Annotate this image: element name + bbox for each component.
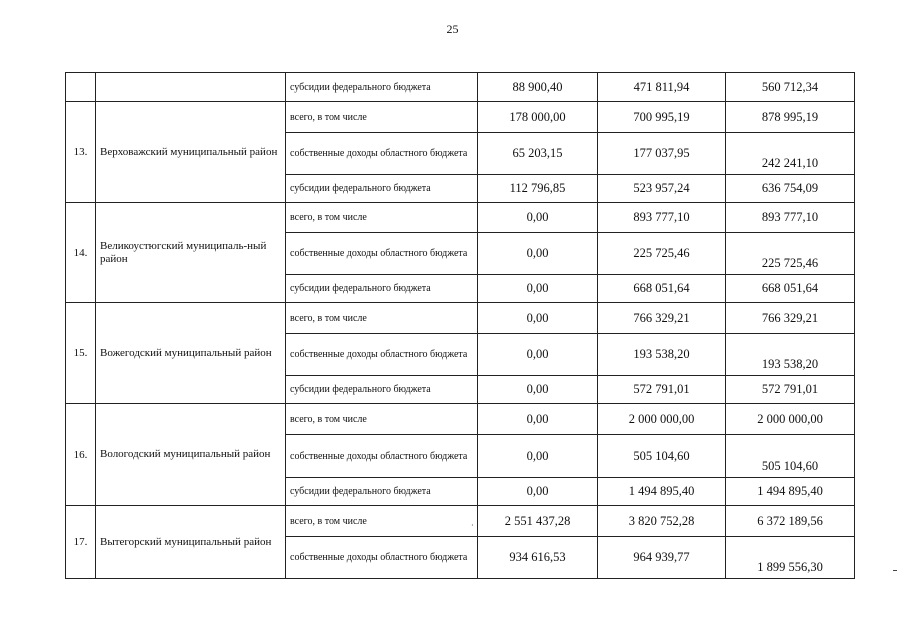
value-cell: 0,00	[478, 404, 598, 435]
value-cell: 766 329,21	[726, 303, 855, 334]
value-cell: 178 000,00	[478, 102, 598, 133]
district-cell: Верховажский муниципальный район	[96, 102, 286, 203]
value-cell: 2 000 000,00	[726, 404, 855, 435]
value-cell: 88 900,40	[478, 73, 598, 102]
value-cell: 225 725,46	[598, 233, 726, 275]
category-cell: собственные доходы областного бюджета	[286, 435, 478, 478]
value-cell: 225 725,46	[726, 233, 855, 275]
value-cell: 636 754,09	[726, 175, 855, 203]
category-cell: субсидии федерального бюджета	[286, 175, 478, 203]
category-cell: собственные доходы областного бюджета	[286, 334, 478, 376]
category-cell: субсидии федерального бюджета	[286, 73, 478, 102]
district-cell: Вологодский муниципальный район	[96, 404, 286, 506]
scan-edge-mark	[893, 570, 897, 571]
category-cell: собственные доходы областного бюджета	[286, 133, 478, 175]
value-cell: 112 796,85	[478, 175, 598, 203]
table-row	[66, 404, 855, 435]
row-number-cell: 15.	[66, 303, 96, 404]
category-cell: всего, в том числе	[286, 506, 478, 537]
budget-table	[65, 72, 855, 579]
value-cell: 0,00	[478, 303, 598, 334]
category-cell: всего, в том числе	[286, 303, 478, 334]
row-number-cell: 14.	[66, 203, 96, 303]
table-row	[66, 303, 855, 334]
category-cell: собственные доходы областного бюджета	[286, 537, 478, 579]
value-cell: 0,00	[478, 233, 598, 275]
value-cell: 0,00	[478, 275, 598, 303]
row-number-cell: 17.	[66, 506, 96, 579]
table-row	[66, 506, 855, 537]
value-cell: 65 203,15	[478, 133, 598, 175]
district-cell: Вожегодский муниципальный район	[96, 303, 286, 404]
value-cell: 893 777,10	[598, 203, 726, 233]
value-cell: 0,00	[478, 203, 598, 233]
category-cell: субсидии федерального бюджета	[286, 478, 478, 506]
value-cell: 878 995,19	[726, 102, 855, 133]
value-cell: 0,00	[478, 435, 598, 478]
value-cell: 934 616,53	[478, 537, 598, 579]
value-cell: 668 051,64	[726, 275, 855, 303]
category-cell: всего, в том числе	[286, 203, 478, 233]
value-cell: 0,00	[478, 478, 598, 506]
value-cell: 572 791,01	[726, 376, 855, 404]
district-cell: Вытегорский муниципальный район	[96, 506, 286, 579]
value-cell: 668 051,64	[598, 275, 726, 303]
district-cell	[96, 73, 286, 102]
category-cell: субсидии федерального бюджета	[286, 376, 478, 404]
value-cell: 1 899 556,30	[726, 537, 855, 579]
value-cell: 2 551 437,28	[478, 506, 598, 537]
table-row	[66, 73, 855, 102]
scan-dot-mark: ·	[471, 521, 474, 530]
table-row	[66, 102, 855, 133]
value-cell: 560 712,34	[726, 73, 855, 102]
row-number-cell: 16.	[66, 404, 96, 506]
value-cell: 242 241,10	[726, 133, 855, 175]
row-number-cell: 13.	[66, 102, 96, 203]
value-cell: 1 494 895,40	[598, 478, 726, 506]
value-cell: 6 372 189,56	[726, 506, 855, 537]
value-cell: 193 538,20	[598, 334, 726, 376]
value-cell: 471 811,94	[598, 73, 726, 102]
value-cell: 700 995,19	[598, 102, 726, 133]
category-cell: всего, в том числе	[286, 404, 478, 435]
value-cell: 2 000 000,00	[598, 404, 726, 435]
district-cell: Великоустюгский муниципаль-ный район	[96, 203, 286, 303]
value-cell: 1 494 895,40	[726, 478, 855, 506]
value-cell: 964 939,77	[598, 537, 726, 579]
value-cell: 572 791,01	[598, 376, 726, 404]
category-cell: субсидии федерального бюджета	[286, 275, 478, 303]
value-cell: 0,00	[478, 376, 598, 404]
page-number: 25	[446, 22, 459, 36]
value-cell: 893 777,10	[726, 203, 855, 233]
category-cell: собственные доходы областного бюджета	[286, 233, 478, 275]
value-cell: 523 957,24	[598, 175, 726, 203]
value-cell: 505 104,60	[726, 435, 855, 478]
value-cell: 505 104,60	[598, 435, 726, 478]
category-cell: всего, в том числе	[286, 102, 478, 133]
row-number-cell	[66, 73, 96, 102]
value-cell: 177 037,95	[598, 133, 726, 175]
table-row	[66, 203, 855, 233]
value-cell: 766 329,21	[598, 303, 726, 334]
value-cell: 3 820 752,28	[598, 506, 726, 537]
value-cell: 193 538,20	[726, 334, 855, 376]
value-cell: 0,00	[478, 334, 598, 376]
